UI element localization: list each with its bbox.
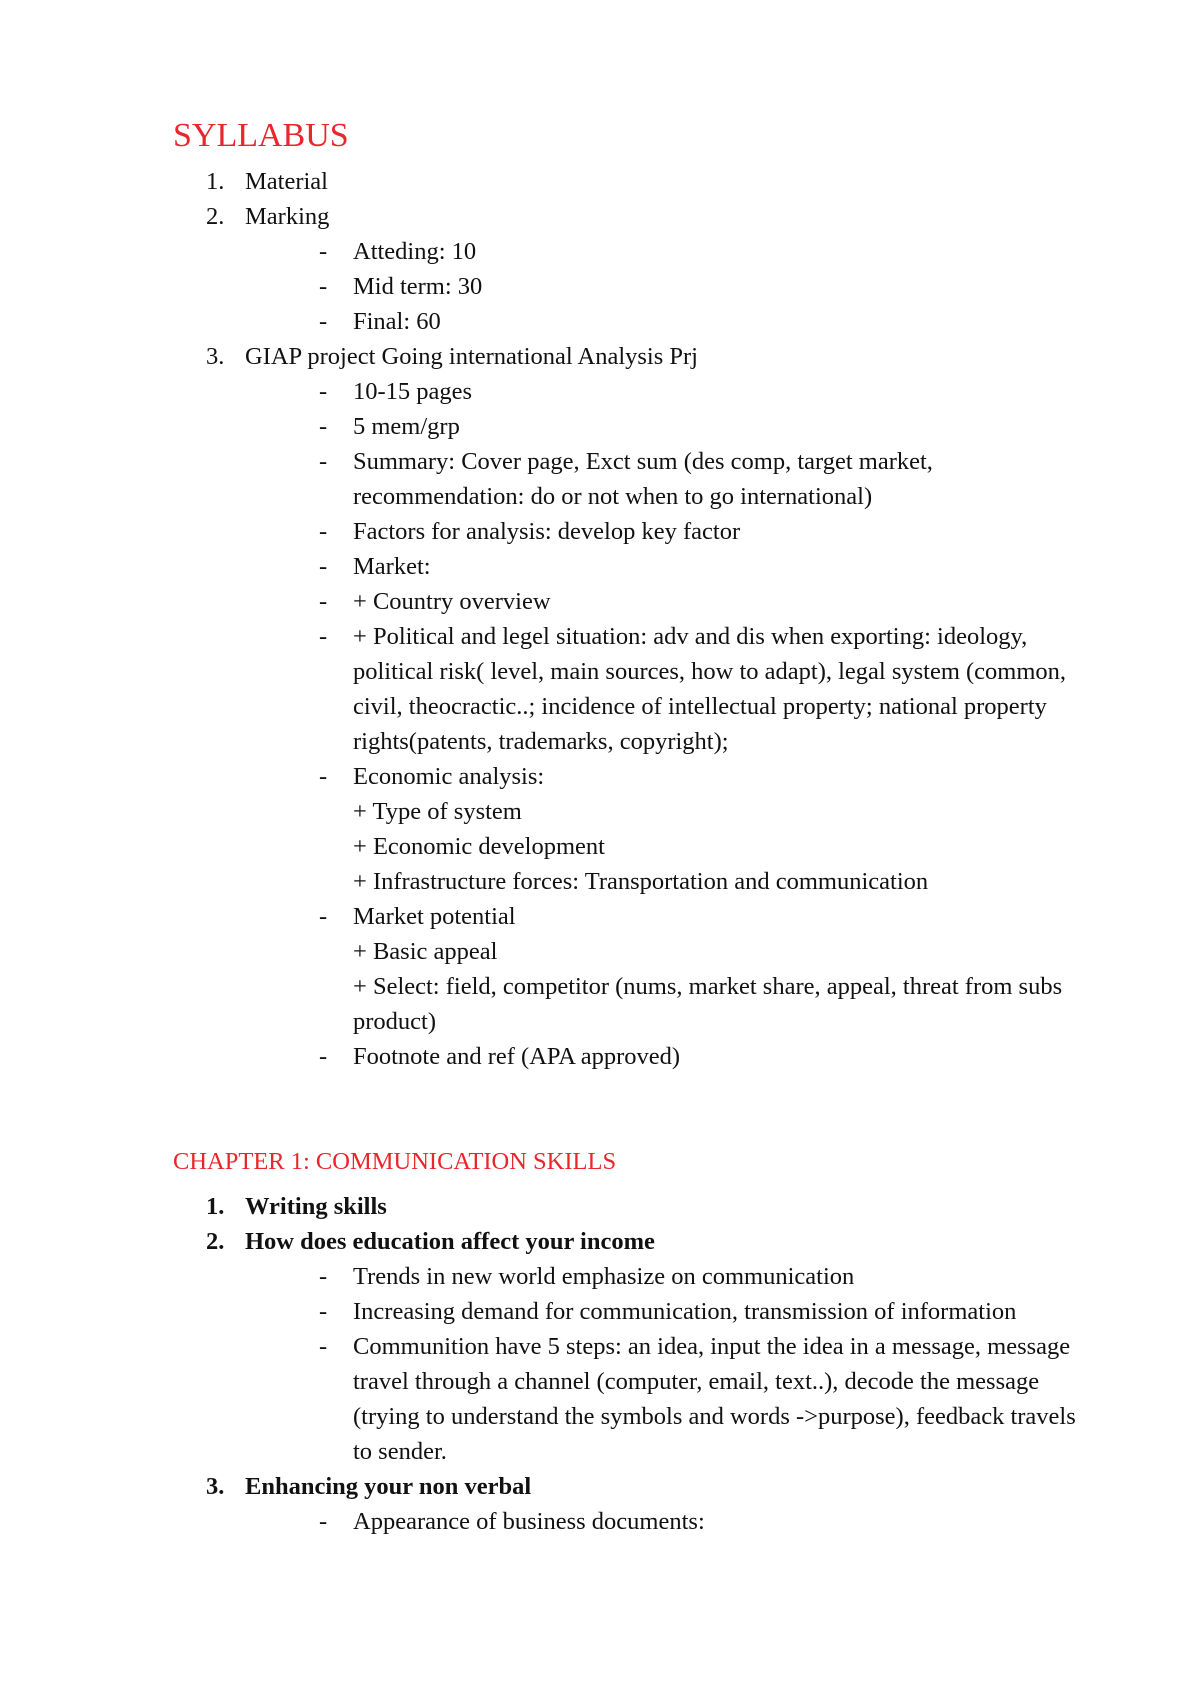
sub-item-text: Increasing demand for communication, transmission of information xyxy=(353,1298,1017,1325)
item-number: 1. xyxy=(206,168,225,195)
section-gap xyxy=(173,1074,1093,1144)
item-text: How does education affect your income xyxy=(245,1228,655,1255)
chapter-title: CHAPTER 1: COMMUNICATION SKILLS xyxy=(173,1148,617,1175)
dash-bullet: - xyxy=(319,238,328,265)
dash-bullet: - xyxy=(319,1508,328,1535)
dash-bullet: - xyxy=(319,518,328,545)
dash-bullet: - xyxy=(319,763,328,790)
sub-item-text: Appearance of business documents: xyxy=(353,1508,705,1535)
item-number: 3. xyxy=(206,343,225,370)
item-text: Enhancing your non verbal xyxy=(245,1473,532,1500)
sub-item-text: + Country overview xyxy=(353,588,551,615)
sub-detail-line: + Infrastructure forces: Transportation and communication xyxy=(353,868,929,895)
sub-item-text: 10-15 pages xyxy=(353,378,473,405)
sub-item xyxy=(245,374,1093,409)
item-number: 1. xyxy=(206,1193,225,1220)
sub-item-text: Factors for analysis: develop key factor xyxy=(353,518,741,545)
sub-item xyxy=(245,899,1093,1039)
sub-item-text: Summary: Cover page, Exct sum (des comp, target market, recommendation: do or not when to go international) xyxy=(353,448,933,510)
dash-bullet: - xyxy=(319,1043,328,1070)
numbered-item xyxy=(173,1189,1093,1224)
dash-bullet: - xyxy=(319,588,328,615)
sub-detail-line: + Select: field, competitor (nums, market share, appeal, threat from subs product) xyxy=(353,973,1063,1035)
sub-item xyxy=(245,269,1093,304)
sub-item xyxy=(245,234,1093,269)
sub-item-text: Final: 60 xyxy=(353,308,441,335)
item-text: Marking xyxy=(245,203,330,230)
dash-bullet: - xyxy=(319,378,328,405)
sub-item-text: Communition have 5 steps: an idea, input the idea in a message, message travel through a channel (computer, email, text..), decode the message (trying to understand the symbols and words ->purpose), feedback travels to sender. xyxy=(353,1333,1076,1465)
sub-item xyxy=(245,619,1093,759)
numbered-item xyxy=(173,339,1093,1074)
sub-detail-line: + Basic appeal xyxy=(353,938,498,965)
numbered-item xyxy=(173,1469,1093,1539)
item-text: GIAP project Going international Analysis Prj xyxy=(245,343,698,370)
numbered-item xyxy=(173,1224,1093,1469)
sub-item xyxy=(245,1329,1093,1469)
sub-item xyxy=(245,514,1093,549)
dash-bullet: - xyxy=(319,623,328,650)
chapter-list xyxy=(173,1189,1093,1539)
syllabus-title: SYLLABUS xyxy=(173,117,349,154)
dash-bullet: - xyxy=(319,903,328,930)
sub-list xyxy=(245,374,1093,1074)
sub-item xyxy=(245,1039,1093,1074)
item-text: Material xyxy=(245,168,328,195)
dash-bullet: - xyxy=(319,1263,328,1290)
sub-list xyxy=(245,1259,1093,1469)
dash-bullet: - xyxy=(319,553,328,580)
dash-bullet: - xyxy=(319,1333,328,1360)
sub-item-text: 5 mem/grp xyxy=(353,413,460,440)
dash-bullet: - xyxy=(319,448,328,475)
sub-item-text: Atteding: 10 xyxy=(353,238,477,265)
syllabus-list xyxy=(173,164,1093,1074)
item-number: 3. xyxy=(206,1473,225,1500)
sub-item xyxy=(245,1504,1093,1539)
sub-item-text: Footnote and ref (APA approved) xyxy=(353,1043,681,1070)
item-number: 2. xyxy=(206,1228,225,1255)
sub-item xyxy=(245,444,1093,514)
sub-list xyxy=(245,234,1093,339)
sub-item xyxy=(245,1294,1093,1329)
dash-bullet: - xyxy=(319,273,328,300)
sub-item-text: Market potential xyxy=(353,903,516,930)
sub-item-text: Mid term: 30 xyxy=(353,273,483,300)
numbered-item xyxy=(173,199,1093,339)
sub-item xyxy=(245,759,1093,899)
dash-bullet: - xyxy=(319,308,328,335)
sub-item-text: + Political and legel situation: adv and dis when exporting: ideology, political risk( level, main sources, how to adapt), legal system (common, civil, theocractic..; incidence of intellectual property; national property rights(patents, trademarks, copyright); xyxy=(353,623,1067,755)
document-content xyxy=(173,110,1093,1539)
sub-item xyxy=(245,1259,1093,1294)
sub-item-text: Trends in new world emphasize on communication xyxy=(353,1263,855,1290)
item-number: 2. xyxy=(206,203,225,230)
sub-item-text: Market: xyxy=(353,553,431,580)
dash-bullet: - xyxy=(319,1298,328,1325)
numbered-item xyxy=(173,164,1093,199)
sub-detail-line: + Economic development xyxy=(353,833,605,860)
sub-list xyxy=(245,1504,1093,1539)
sub-item-text: Economic analysis: xyxy=(353,763,545,790)
sub-item xyxy=(245,304,1093,339)
sub-item xyxy=(245,549,1093,584)
sub-item xyxy=(245,409,1093,444)
sub-item xyxy=(245,584,1093,619)
dash-bullet: - xyxy=(319,413,328,440)
item-text: Writing skills xyxy=(245,1193,387,1220)
sub-detail-line: + Type of system xyxy=(353,798,522,825)
